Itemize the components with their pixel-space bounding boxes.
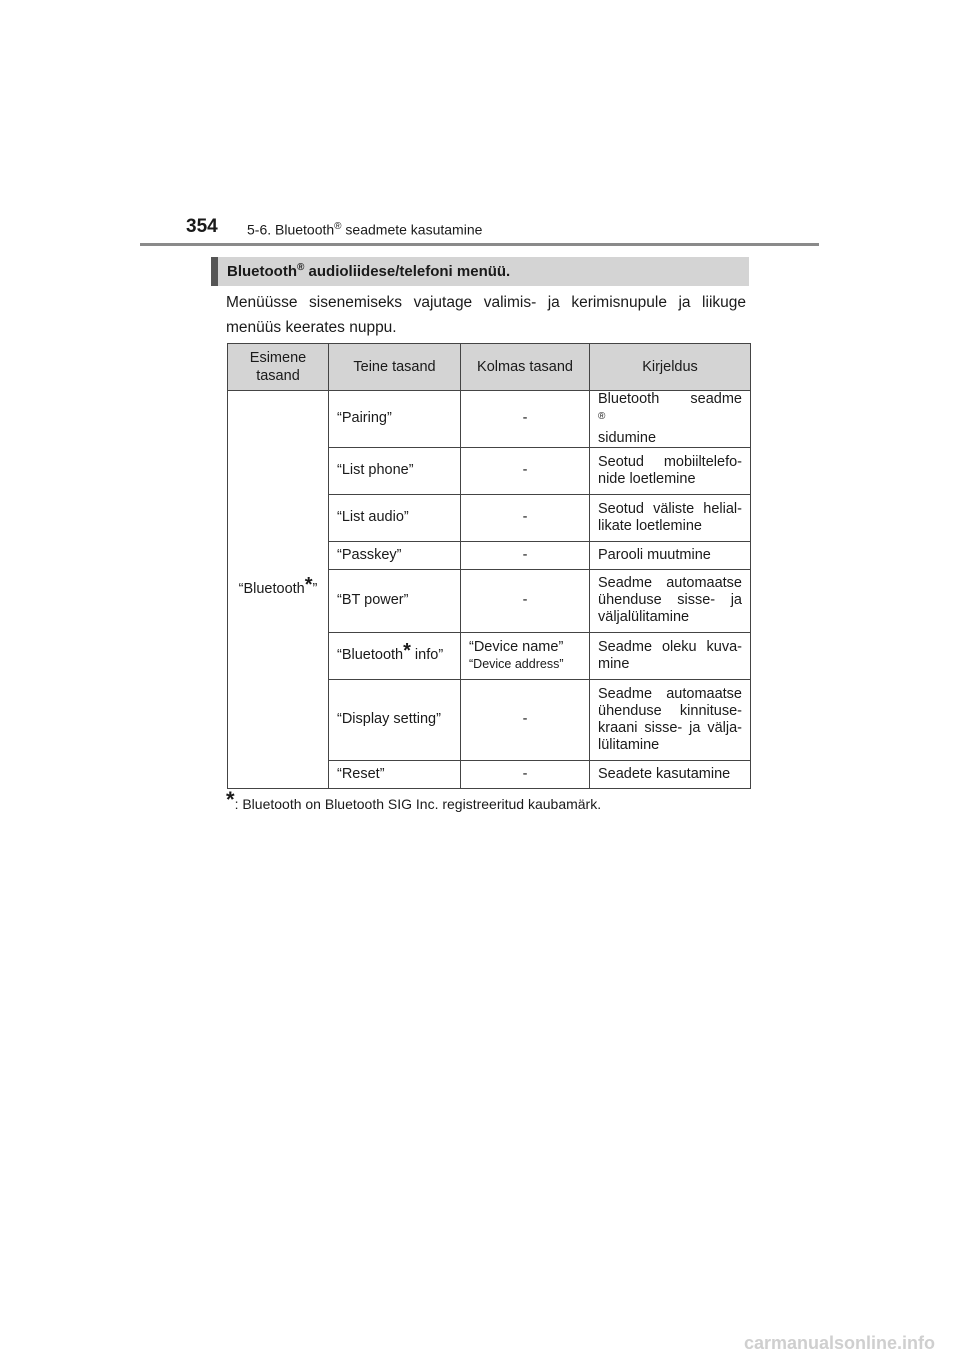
third-level-cell: - (461, 447, 590, 494)
second-level-cell: “Pairing” (329, 391, 461, 448)
description-cell: Seotud väliste helial-likate loetlemine (590, 494, 751, 541)
first-level-cell: “Bluetooth*” (228, 391, 329, 789)
table-row (228, 391, 751, 448)
third-level-cell: - (461, 391, 590, 448)
header-third-level: Kolmas tasand (461, 344, 590, 391)
second-level-cell: “Reset” (329, 760, 461, 788)
table-header-row (228, 344, 751, 391)
page-number: 354 (186, 216, 218, 237)
third-level-cell: - (461, 760, 590, 788)
chapter-prefix: 5-6. Bluetooth (247, 221, 335, 238)
header-second-level: Teine tasand (329, 344, 461, 391)
asterisk-mark: * (403, 640, 411, 663)
registered-mark: ® (334, 221, 342, 232)
third-level-cell: “Device name” “Device address” (461, 632, 590, 679)
menu-table (227, 343, 751, 789)
description-cell: Seotud mobiiltelefo-nide loetlemine (590, 447, 751, 494)
header-rule (140, 243, 819, 246)
description-cell: Parooli muutmine (590, 541, 751, 569)
chapter-suffix: seadmete kasutamine (341, 221, 483, 238)
second-level-cell: “Bluetooth* info” (329, 632, 461, 679)
header-description: Kirjeldus (590, 344, 751, 391)
intro-paragraph: Menüüsse sisenemiseks vajutage valimis- ja kerimisnupule ja liikuge menüüs keerates nuppu. (226, 294, 746, 336)
description-cell: Seadme automaatse ühenduse kinnituse-kraani sisse- ja välja-lülitamine (590, 679, 751, 760)
section-title-prefix: Bluetooth (227, 263, 297, 280)
third-level-cell: - (461, 679, 590, 760)
header-first-level: Esimene tasand (228, 344, 329, 391)
chapter-heading (247, 221, 482, 238)
footnote (226, 787, 602, 812)
description-cell: Seadete kasutamine (590, 760, 751, 788)
watermark: carmanualsonline.info (744, 1333, 936, 1353)
second-level-cell: “BT power” (329, 569, 461, 632)
second-level-cell: “Display setting” (329, 679, 461, 760)
description-cell: Seadme automaatse ühenduse sisse- ja väljalülitamine (590, 569, 751, 632)
section-title-suffix: audioliidese/telefoni menüü. (304, 263, 511, 280)
third-level-cell: - (461, 569, 590, 632)
second-level-cell: “Passkey” (329, 541, 461, 569)
footnote-text: : Bluetooth on Bluetooth SIG Inc. registreeritud kaubamärk. (234, 796, 602, 812)
third-level-cell: - (461, 494, 590, 541)
asterisk-mark: * (304, 573, 313, 596)
third-level-cell: - (461, 541, 590, 569)
section-title (211, 257, 749, 286)
description-cell: Seadme oleku kuva-mine (590, 632, 751, 679)
registered-mark: ® (296, 262, 305, 273)
description-cell: Bluetooth ® seadme sidumine (590, 391, 751, 448)
second-level-cell: “List phone” (329, 447, 461, 494)
asterisk-mark: * (226, 787, 235, 812)
second-level-cell: “List audio” (329, 494, 461, 541)
